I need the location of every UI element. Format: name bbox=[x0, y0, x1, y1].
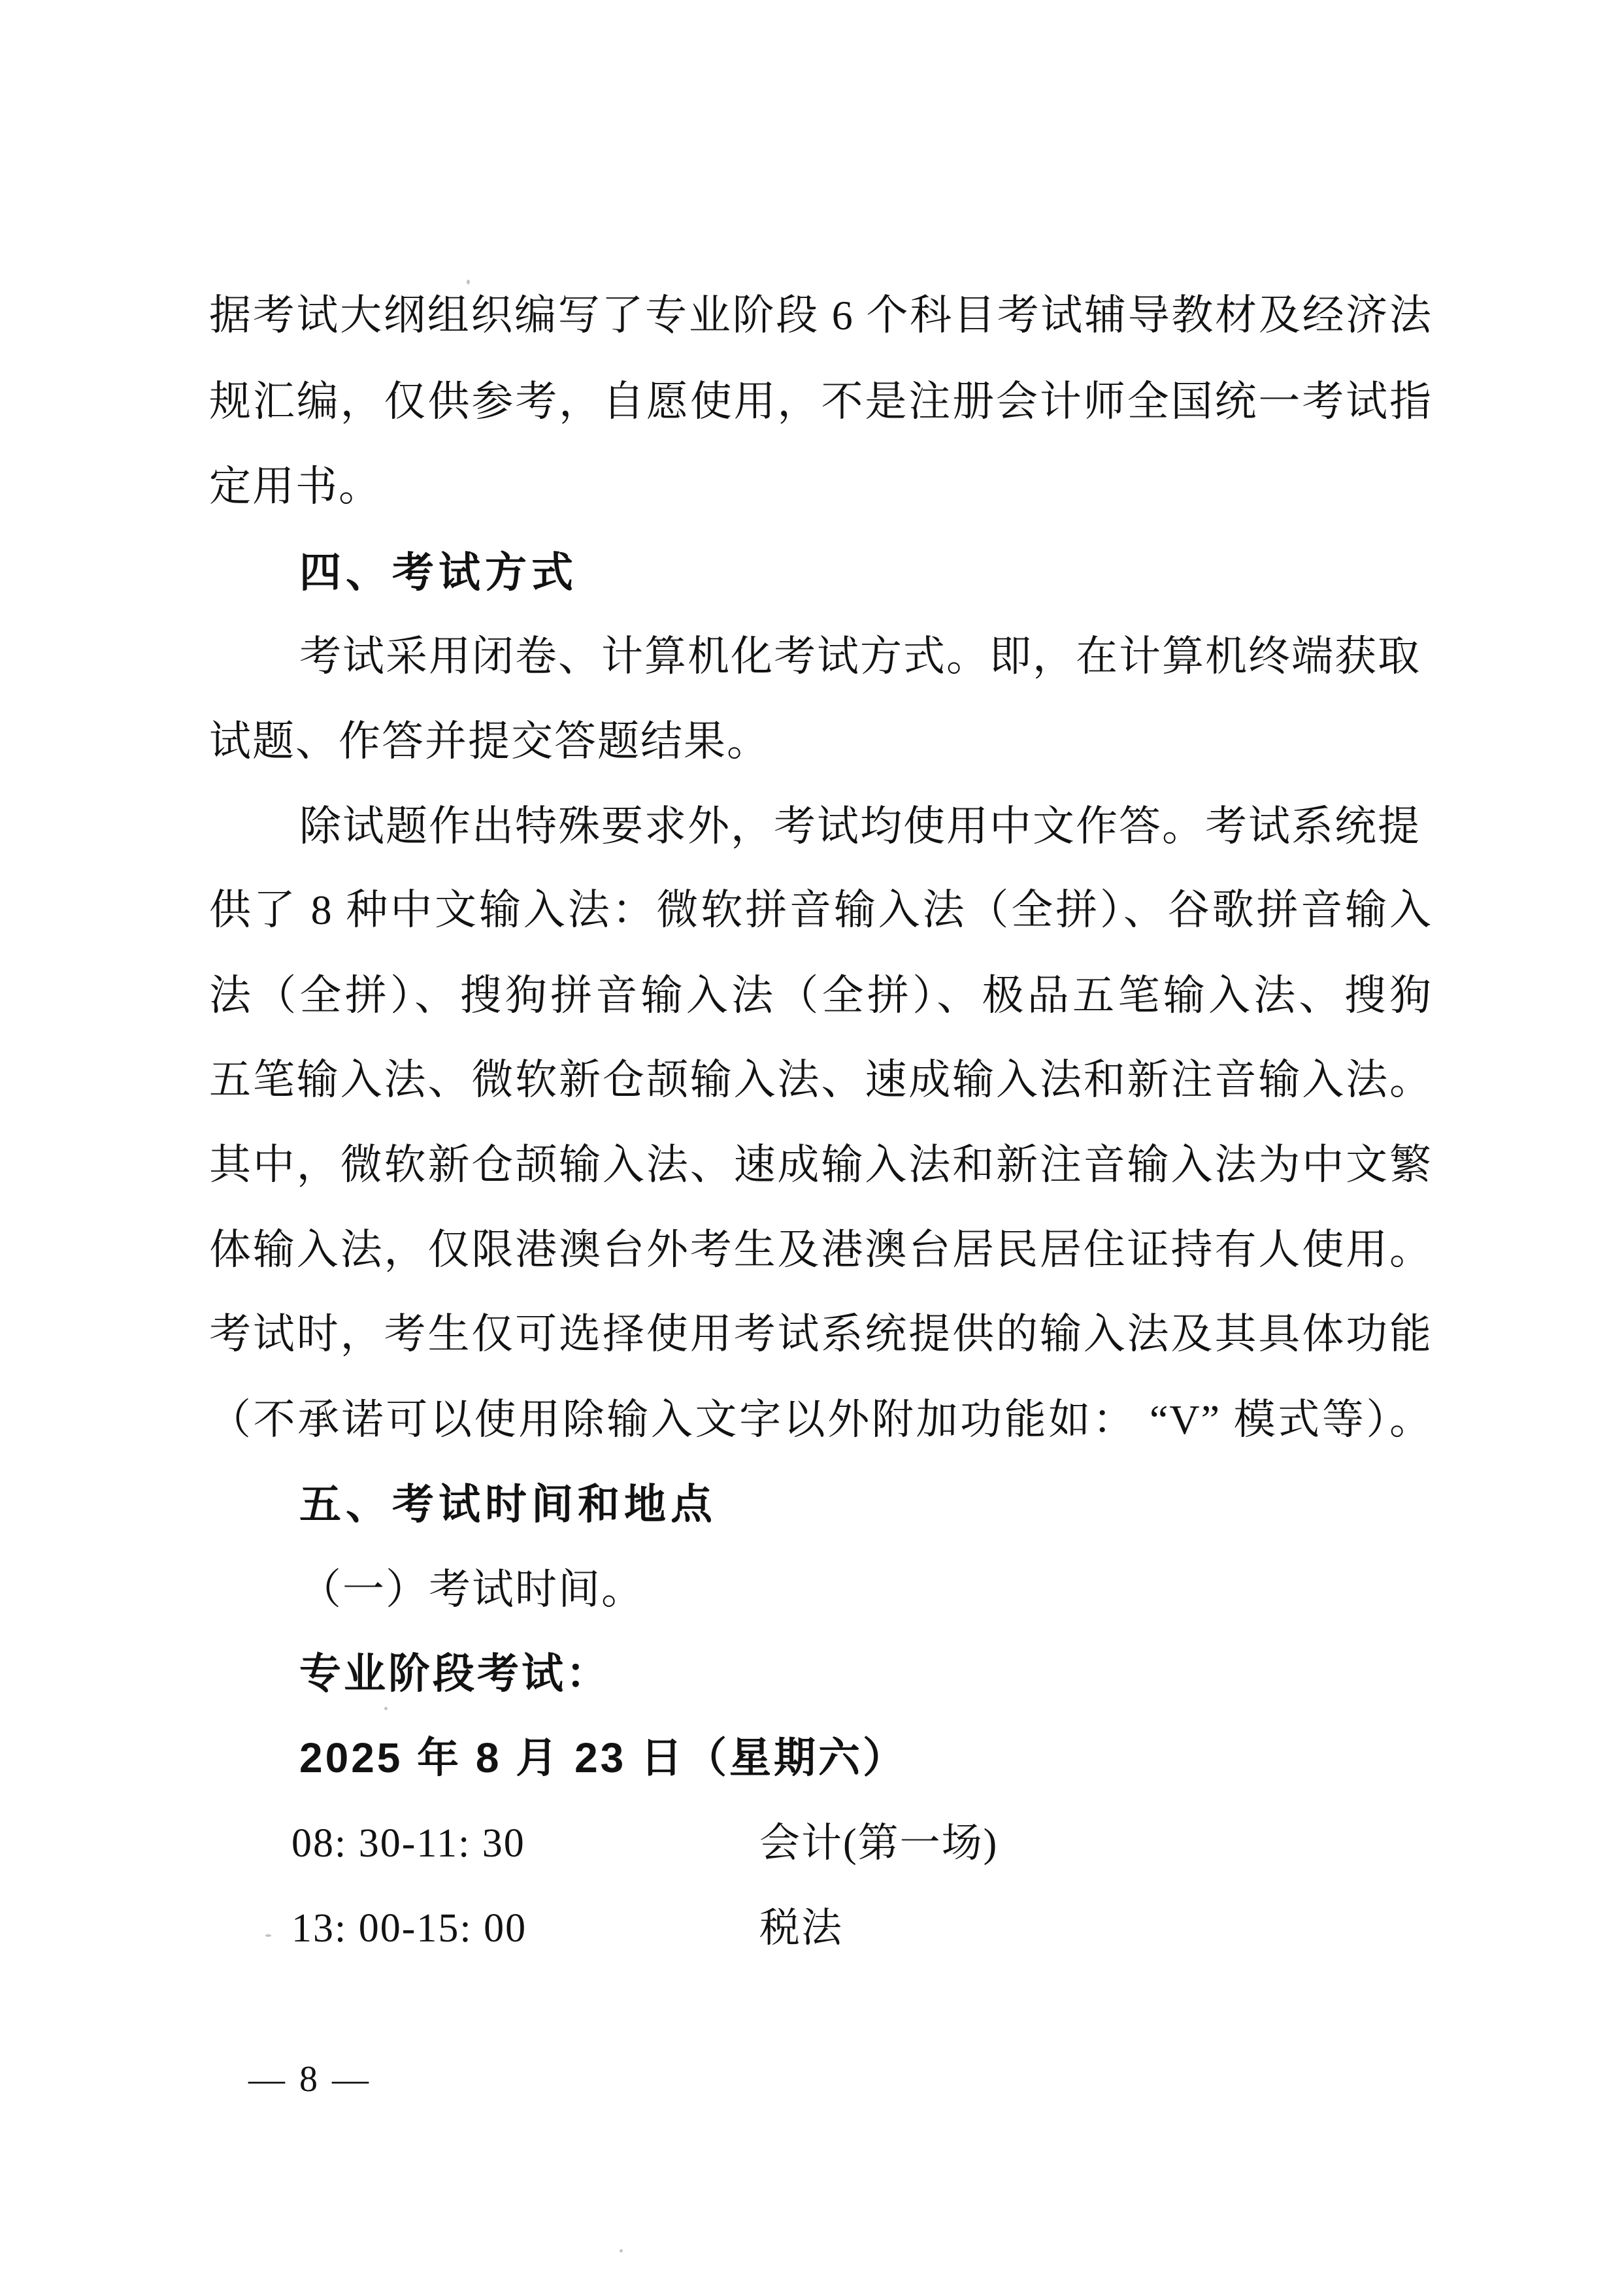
schedule-subject: 税法 bbox=[759, 1906, 844, 1951]
paragraph-line: 考试时，考生仅可选择使用考试系统提供的输入法及其具体功能 bbox=[209, 1311, 1433, 1357]
paragraph-line: 体输入法，仅限港澳台外考生及港澳台居民居住证持有人使用。 bbox=[209, 1227, 1433, 1273]
paragraph-line: 供了 8 种中文输入法：微软拼音输入法（全拼）、谷歌拼音输入 bbox=[209, 887, 1433, 933]
paragraph-line: 据考试大纲组织编写了专业阶段 6 个科目考试辅导教材及经济法 bbox=[209, 292, 1433, 338]
scan-speck bbox=[265, 1934, 271, 1937]
scan-speck bbox=[384, 1707, 388, 1710]
schedule-time: 13: 00-15: 00 bbox=[291, 1906, 527, 1951]
paragraph-line: 规汇编，仅供参考，自愿使用，不是注册会计师全国统一考试指 bbox=[209, 378, 1433, 425]
section-heading-exam-time-location: 五、考试时间和地点 bbox=[299, 1481, 717, 1528]
paragraph-line: 五笔输入法、微软新仓颉输入法、速成输入法和新注音输入法。 bbox=[209, 1057, 1433, 1103]
paragraph-line: 考试采用闭卷、计算机化考试方式。即，在计算机终端获取 bbox=[299, 633, 1421, 680]
scan-speck bbox=[620, 2249, 623, 2252]
subheading-professional-stage: 专业阶段考试： bbox=[299, 1650, 610, 1697]
paragraph-line: 法（全拼）、搜狗拼音输入法（全拼）、极品五笔输入法、搜狗 bbox=[209, 972, 1433, 1019]
schedule-row bbox=[291, 1821, 998, 1866]
paragraph-line: （不承诺可以使用除输入文字以外附加功能如： “V” 模式等）。 bbox=[209, 1396, 1433, 1443]
schedule-subject: 会计(第一场) bbox=[759, 1821, 999, 1866]
schedule-time: 08: 30-11: 30 bbox=[291, 1821, 525, 1866]
section-heading-exam-method: 四、考试方式 bbox=[299, 549, 578, 596]
exam-date: 2025 年 8 月 23 日（星期六） bbox=[299, 1734, 908, 1781]
schedule-row bbox=[291, 1905, 843, 1951]
subsection-label-exam-time: （一）考试时间。 bbox=[299, 1566, 644, 1613]
paragraph-line: 试题、作答并提交答题结果。 bbox=[209, 718, 770, 765]
paragraph-line: 其中，微软新仓颉输入法、速成输入法和新注音输入法为中文繁 bbox=[209, 1142, 1433, 1188]
page-number: — 8 — bbox=[248, 2059, 371, 2100]
paragraph-line: 定用书。 bbox=[209, 463, 382, 510]
scan-speck bbox=[467, 280, 470, 284]
paragraph-line: 除试题作出特殊要求外，考试均使用中文作答。考试系统提 bbox=[299, 803, 1421, 850]
